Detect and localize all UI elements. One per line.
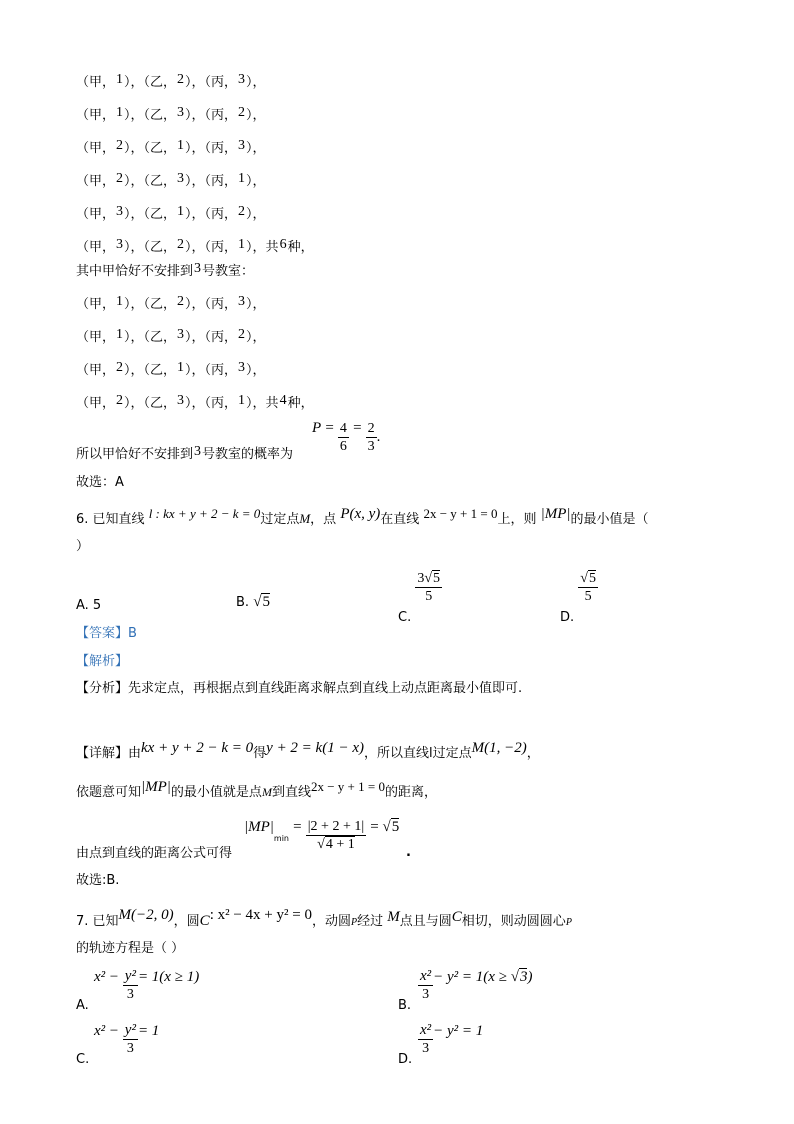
permutation-row xyxy=(76,296,266,314)
permutation-number: 1 xyxy=(116,327,124,342)
permutation-text: ），（乙， xyxy=(124,240,177,255)
q6-option-c-label: C. xyxy=(398,610,412,625)
prob-frac1-den: 6 xyxy=(339,439,347,454)
permutation-number: 2 xyxy=(116,393,124,408)
q7-M2: M xyxy=(387,909,400,925)
permutation-text: （甲， xyxy=(76,207,116,222)
permutation-text: ）， xyxy=(246,108,266,123)
q7-stem-b: ，圆 xyxy=(173,914,200,929)
permutation-number: 1 xyxy=(177,360,185,375)
prob-eq2: = xyxy=(353,420,362,436)
subset-intro-num: 3 xyxy=(194,261,202,276)
permutation-text: ），（丙， xyxy=(185,207,238,222)
permutation-text: ），（乙， xyxy=(124,174,177,189)
q6-formula-num: |2 + 2 + 1| xyxy=(307,819,365,834)
permutation-text: ），共 xyxy=(246,396,279,411)
permutation-text: ）， xyxy=(246,207,266,222)
permutation-text: ）， xyxy=(246,363,266,378)
permutation-number: 1 xyxy=(238,237,246,252)
q6-known-mp: |MP| xyxy=(141,779,171,795)
permutation-number: 1 xyxy=(116,105,124,120)
q6-M: M xyxy=(299,511,311,526)
permutation-number: 3 xyxy=(238,72,246,87)
permutation-text: 种， xyxy=(287,240,314,255)
permutation-text: ），（丙， xyxy=(185,141,238,156)
permutation-text: （甲， xyxy=(76,297,116,312)
q6-option-b-label: B. xyxy=(236,595,250,610)
permutation-number: 2 xyxy=(238,327,246,342)
q7-option-d-num: x² xyxy=(420,1022,432,1038)
permutation-text: （甲， xyxy=(76,363,116,378)
q7-option-d-expr xyxy=(418,1022,483,1057)
q6-option-c-num: 3√5 xyxy=(417,571,441,586)
q7-option-b-expr xyxy=(418,968,532,1003)
q6-formula-den: √4 + 1 xyxy=(317,837,355,852)
prob-formula xyxy=(312,420,380,455)
permutation-number: 4 xyxy=(279,393,287,408)
permutation-row xyxy=(76,206,266,224)
permutation-text: （甲， xyxy=(76,396,116,411)
q6-stem-d: 在直线 xyxy=(380,512,420,527)
q7-stem-f: 相切，则动圆圆心 xyxy=(461,914,566,929)
q6-stem-c: ，点 xyxy=(310,512,337,527)
q6-detail-eq1: kx + y + 2 − k = 0 xyxy=(141,740,254,756)
q6-formula-sub: min xyxy=(273,834,289,843)
permutation-text: ），（丙， xyxy=(185,363,238,378)
permutation-number: 1 xyxy=(116,294,124,309)
permutation-text: ）， xyxy=(246,75,266,90)
q6-option-c-den: 5 xyxy=(425,589,433,604)
permutation-text: ），（乙， xyxy=(124,330,177,345)
q7-option-b-den: 3 xyxy=(422,987,430,1002)
q7-option-c-expr xyxy=(94,1022,159,1057)
q6-stem-close: ） xyxy=(76,539,90,554)
q6-line2: 2x − y + 1 = 0 xyxy=(423,506,498,521)
q6-detail-eq2: y + 2 = k(1 − x) xyxy=(266,740,364,756)
prob-frac2-den: 3 xyxy=(367,439,375,454)
subset-intro-text: 其中甲恰好不安排到 xyxy=(76,264,194,279)
permutation-row xyxy=(76,329,266,347)
prob-pre: 所以甲恰好不安排到 xyxy=(76,447,194,462)
subset-intro xyxy=(76,263,254,281)
q6-formula-math xyxy=(244,818,399,853)
q6-option-d[interactable] xyxy=(560,570,598,625)
q7-option-b-label: B. xyxy=(398,998,412,1013)
permutation-number: 6 xyxy=(279,237,287,252)
prob-frac1 xyxy=(338,420,349,455)
q6-stem-b: 过定点 xyxy=(260,512,300,527)
permutation-number: 3 xyxy=(238,360,246,375)
prob-post: 号教室的概率为 xyxy=(202,447,294,462)
permutation-number: 2 xyxy=(177,237,185,252)
permutation-number: 2 xyxy=(238,204,246,219)
permutation-number: 2 xyxy=(238,105,246,120)
q7-option-b-num: x² xyxy=(420,968,432,984)
q7-option-c[interactable] xyxy=(76,1022,276,1067)
permutation-text: （甲， xyxy=(76,75,116,90)
permutation-number: 1 xyxy=(177,138,185,153)
permutation-text: （甲， xyxy=(76,174,116,189)
permutation-number: 3 xyxy=(177,105,185,120)
q7-option-b[interactable] xyxy=(398,968,618,1013)
q6-stem-a: 6. 已知直线 xyxy=(76,512,145,527)
permutation-number: 3 xyxy=(177,171,185,186)
permutation-number: 2 xyxy=(177,72,185,87)
permutation-number: 3 xyxy=(238,138,246,153)
permutation-number: 3 xyxy=(177,327,185,342)
prob-eq1: = xyxy=(325,420,334,436)
q7-P1: P xyxy=(351,917,358,928)
q6-analysis: 【分析】先求定点，再根据点到直线距离求解点到直线上动点距离最小值即可. xyxy=(76,681,523,696)
q7-option-b-post: − y² = 1(x ≥ xyxy=(433,968,511,985)
q7-option-a-den: 3 xyxy=(126,987,134,1002)
permutation-row xyxy=(76,173,266,191)
q6-stem-f: 的最小值是（ xyxy=(570,512,649,527)
q6-formula-frac xyxy=(306,818,366,853)
prob-end: . xyxy=(376,429,381,445)
q6-option-c-coef: 3 xyxy=(417,571,425,586)
q6-detail-pt: M(1, −2) xyxy=(471,740,527,756)
q5-choice: 故选：A xyxy=(76,475,124,490)
q7-option-b-close: ) xyxy=(527,968,533,985)
q6-P: P(x, y) xyxy=(340,506,381,522)
q6-known-M: M xyxy=(261,785,272,799)
permutation-text: ），（乙， xyxy=(124,75,177,90)
q7-C2: C xyxy=(451,909,462,925)
q7-stem-e: 点且与圆 xyxy=(399,914,452,929)
q6-detail-mid: ，所以直线l过定点 xyxy=(364,746,472,761)
permutation-text: ），（丙， xyxy=(185,240,238,255)
q6-known xyxy=(76,779,437,802)
permutation-text: （甲， xyxy=(76,141,116,156)
q7-circle: : x² − 4x + y² = 0 xyxy=(209,907,312,923)
permutation-text: ）， xyxy=(246,297,266,312)
q6-formula-res: = xyxy=(370,819,383,835)
permutation-text: （甲， xyxy=(76,240,116,255)
prob-frac1-num: 4 xyxy=(339,421,347,436)
q6-formula-rad: 5 xyxy=(391,819,400,835)
permutation-text: ），共 xyxy=(246,240,279,255)
q6-formula-eq: = xyxy=(293,819,302,835)
permutation-text: （甲， xyxy=(76,108,116,123)
q7-stem-c: ，动圆 xyxy=(311,914,351,929)
q7-stem-g: 的轨迹方程是（ ） xyxy=(76,941,185,956)
permutation-number: 2 xyxy=(116,138,124,153)
q7-option-d-frac xyxy=(418,1022,433,1057)
q7-M: M(−2, 0) xyxy=(118,907,174,923)
permutation-text: ），（丙， xyxy=(185,174,238,189)
q7-option-a-label: A. xyxy=(76,998,89,1013)
q7-option-c-label: C. xyxy=(76,1052,90,1067)
q6-formula-den-rad: 4 + 1 xyxy=(325,837,355,852)
q7-C: C xyxy=(199,913,210,929)
q6-formula-a: 由点到直线的距离公式可得 xyxy=(76,846,233,861)
permutation-number: 2 xyxy=(116,171,124,186)
permutation-row xyxy=(76,74,266,92)
permutation-row xyxy=(76,362,266,380)
permutation-text: ），（丙， xyxy=(185,108,238,123)
q7-stem-d: 经过 xyxy=(357,914,384,929)
q6-known-a: 依题意可知 xyxy=(76,785,142,800)
q6-formula-end: . xyxy=(406,845,411,860)
permutation-number: 2 xyxy=(116,360,124,375)
q7-option-b-frac xyxy=(418,968,433,1003)
q6-choice: 故选:B. xyxy=(76,873,120,888)
permutation-text: ），（丙， xyxy=(185,330,238,345)
permutation-text: ）， xyxy=(246,174,266,189)
q7-option-a-frac xyxy=(123,968,138,1003)
q6-formula-lhs: |MP| xyxy=(244,819,274,835)
permutation-number: 1 xyxy=(238,393,246,408)
q6-line-eq: l : kx + y + 2 − k = 0 xyxy=(148,506,261,521)
q6-detail-label: 【详解】由 xyxy=(76,746,142,761)
q7-option-c-post: = 1 xyxy=(137,1022,160,1039)
q6-option-d-rad: 5 xyxy=(588,571,596,586)
q7-option-b-rad: 3 xyxy=(519,968,528,985)
q6-option-c[interactable] xyxy=(398,570,442,625)
prob-text xyxy=(76,446,293,464)
permutation-text: ），（乙， xyxy=(124,396,177,411)
permutation-number: 1 xyxy=(116,72,124,87)
prob-P: P xyxy=(312,420,322,436)
permutation-number: 2 xyxy=(177,294,185,309)
permutation-text: ），（丙， xyxy=(185,75,238,90)
q6-option-b-value: √5 xyxy=(253,594,270,610)
permutation-text: ）， xyxy=(246,330,266,345)
q6-option-d-frac xyxy=(578,570,598,605)
q7-option-b-tail: − y² = 1(x ≥ √3) xyxy=(433,968,533,985)
permutation-text: 种， xyxy=(287,396,314,411)
permutation-text: （甲， xyxy=(76,330,116,345)
permutation-row xyxy=(76,395,314,413)
q6-detail-get: 得 xyxy=(253,746,267,761)
permutation-number: 3 xyxy=(238,294,246,309)
q6-option-c-rad: 5 xyxy=(433,571,441,586)
permutation-text: ），（乙， xyxy=(124,108,177,123)
q6-mp: |MP| xyxy=(540,506,571,522)
prob-frac2 xyxy=(366,420,377,455)
q7-stem-a: 7. 已知 xyxy=(76,914,119,929)
prob-frac2-num: 2 xyxy=(367,421,375,436)
q7-option-c-frac xyxy=(123,1022,138,1057)
q6-detail-end: ， xyxy=(526,746,540,761)
q7-option-d-label: D. xyxy=(398,1052,413,1067)
q7-option-c-den: 3 xyxy=(126,1041,134,1056)
q7-option-a[interactable] xyxy=(76,968,276,1013)
q6-option-d-label: D. xyxy=(560,610,575,625)
prob-num: 3 xyxy=(194,444,202,459)
q6-known-line: 2x − y + 1 = 0 xyxy=(310,779,385,794)
q6-known-c: 到直线 xyxy=(271,785,311,800)
q7-option-a-post: = 1(x ≥ 1) xyxy=(137,968,200,985)
q6-detail xyxy=(76,740,540,763)
permutation-number: 1 xyxy=(238,171,246,186)
q6-option-a[interactable]: A. 5 xyxy=(76,598,102,613)
q6-formula-result: = √5 xyxy=(370,819,400,835)
permutation-number: 3 xyxy=(116,237,124,252)
permutation-text: ）， xyxy=(246,141,266,156)
permutation-text: ），（乙， xyxy=(124,297,177,312)
q6-stem xyxy=(76,506,649,529)
q6-option-d-den: 5 xyxy=(584,589,592,604)
q6-option-b[interactable] xyxy=(236,594,270,611)
q7-option-a-pre: x² − xyxy=(94,968,123,985)
permutation-text: ），（乙， xyxy=(124,363,177,378)
q7-option-c-pre: x² − xyxy=(94,1022,123,1039)
q6-option-c-frac xyxy=(415,570,442,605)
permutation-row xyxy=(76,107,266,125)
q7-option-a-expr xyxy=(94,968,199,1003)
permutation-row xyxy=(76,239,314,257)
permutation-row xyxy=(76,140,266,158)
permutation-text: ），（乙， xyxy=(124,207,177,222)
q6-answer: 【答案】B xyxy=(76,626,137,641)
permutation-text: ），（丙， xyxy=(185,396,238,411)
q7-option-c-num: y² xyxy=(124,1022,136,1038)
q6-known-d: 的距离， xyxy=(384,785,437,800)
q7-option-d-post: − y² = 1 xyxy=(433,1022,484,1039)
q7-option-a-num: y² xyxy=(124,968,136,984)
permutation-number: 3 xyxy=(116,204,124,219)
permutation-text: ），（乙， xyxy=(124,141,177,156)
q7-stem xyxy=(76,907,572,932)
q6-stem-e: 上，则 xyxy=(497,512,537,527)
q7-option-d[interactable] xyxy=(398,1022,598,1067)
subset-intro-end: 号教室： xyxy=(202,264,255,279)
q7-P2: P xyxy=(565,917,572,928)
permutation-text: ），（丙， xyxy=(185,297,238,312)
q7-option-d-den: 3 xyxy=(422,1041,430,1056)
permutation-number: 3 xyxy=(177,393,185,408)
q6-known-b: 的最小值就是点 xyxy=(170,785,262,800)
q6-option-d-num: √5 xyxy=(580,571,596,586)
q6-analysis-title: 【解析】 xyxy=(76,654,129,669)
q6-option-b-rad: 5 xyxy=(262,594,270,610)
permutation-number: 1 xyxy=(177,204,185,219)
